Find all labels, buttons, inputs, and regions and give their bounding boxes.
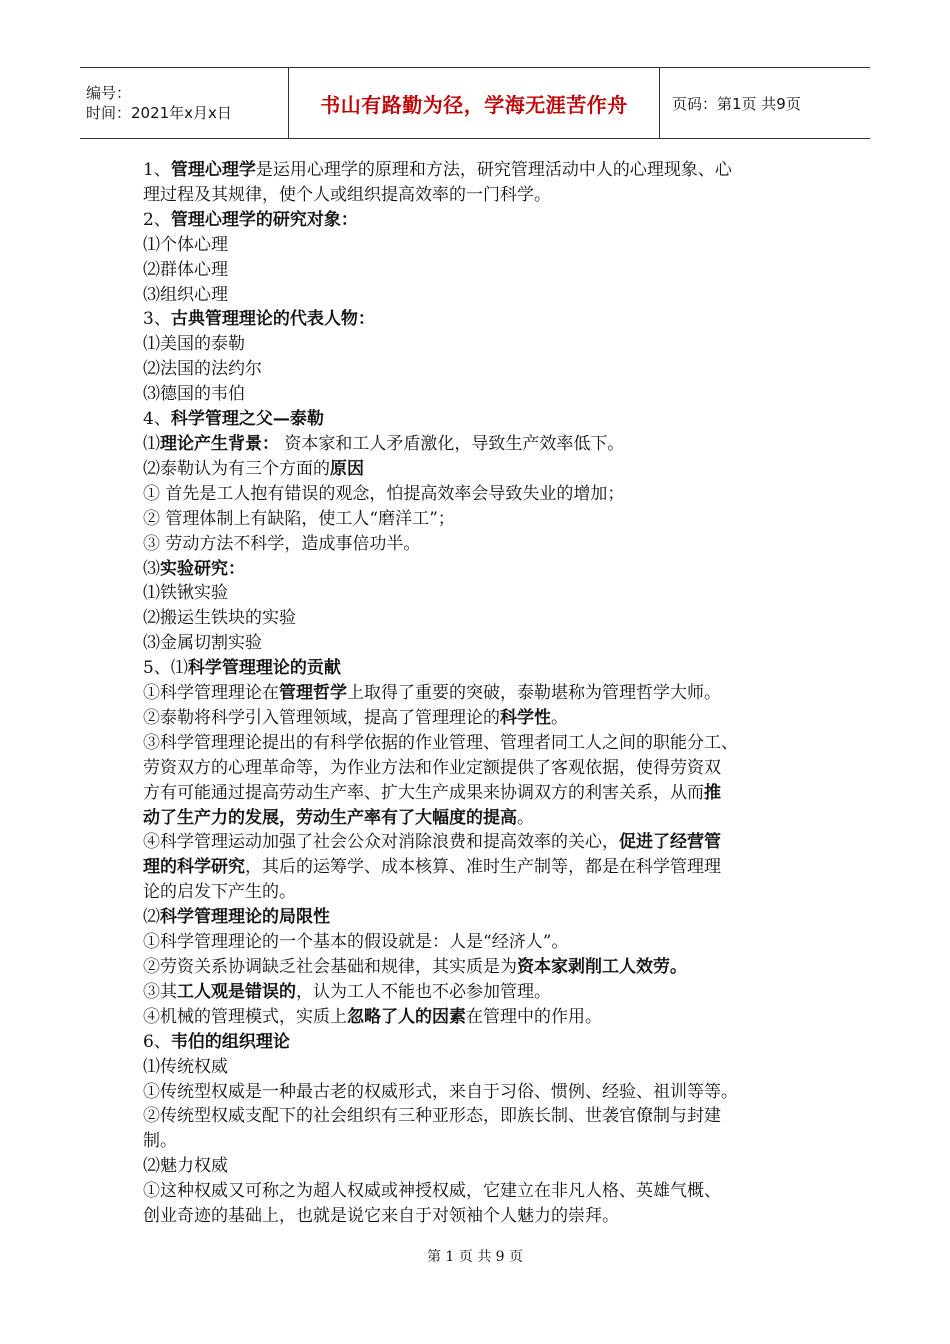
bold-text: 理的科学研究 [143,857,245,878]
text-run: ③科学管理理论提出的有科学依据的作业管理、管理者同工人之间的职能分工、 [143,732,738,753]
text-line [143,382,823,407]
text-line [143,407,823,432]
document-body [143,158,823,1229]
text-run: 资本家和工人矛盾激化，导致生产效率低下。 [279,433,625,454]
text-run: 制。 [143,1131,177,1152]
text-line [143,1005,823,1030]
text-run: ⑵魅力权威 [143,1156,228,1177]
text-run: 上取得了重要的突破，泰勒堪称为管理哲学大师。 [347,683,721,704]
text-run: ① 首先是工人抱有错误的观念，怕提高效率会导致失业的增加； [143,483,625,504]
text-run: ⑴传统权威 [143,1056,228,1077]
text-line [143,457,823,482]
text-run: 3、 [143,309,171,330]
text-run: 6、 [143,1031,171,1052]
bold-text: 促进了经营管 [619,832,721,853]
text-run: ⑵群体心理 [143,259,228,280]
bold-text: 管理心理学的研究对象： [170,209,358,230]
text-line [143,930,823,955]
text-run: 在管理中的作用。 [466,1006,602,1027]
text-line [143,581,823,606]
text-line [143,482,823,507]
bold-text: 理论产生背景： [160,433,279,454]
text-run: ⑵ [143,907,160,928]
text-line [143,432,823,457]
text-run: ①传统型权威是一种最古老的权威形式，来自于习俗、惯例、经验、祖训等等。 [143,1081,738,1102]
text-line [143,706,823,731]
bold-text: 管理哲学 [279,683,347,704]
text-line [143,208,823,233]
text-line [143,283,823,308]
text-line [143,905,823,930]
text-line [143,880,823,905]
text-run: ⑵搬运生铁块的实验 [143,608,296,629]
text-run: ④科学管理运动加强了社会公众对消除浪费和提高效率的关心， [143,832,619,853]
text-line [143,855,823,880]
document-number-label: 编号： [86,84,132,102]
text-run: ② 管理体制上有缺陷，使工人“磨洋工”； [143,508,455,529]
text-run: ⑶ [143,558,160,579]
text-run: ⑴美国的泰勒 [143,334,245,355]
text-run: ①科学管理理论在 [143,683,279,704]
bold-text: 科学管理之父—泰勒 [170,409,324,430]
text-run: ②传统型权威支配下的社会组织有三种亚形态，即族长制、世袭官僚制与封建 [143,1106,721,1127]
header-meta [80,68,289,138]
text-line [143,681,823,706]
text-run: ③其 [143,981,177,1002]
text-line [143,357,823,382]
text-run: 5、⑴ [143,658,188,679]
text-run: 是运用心理学的原理和方法，研究管理活动中人的心理现象、心 [255,160,732,180]
header-motto-cell [289,68,660,138]
header-page-info: 页码：第1页 共9页 [672,94,801,113]
text-run: ⑶组织心理 [143,284,228,305]
text-run: ①科学管理理论的一个基本的假设就是：人是“经济人”。 [143,932,569,953]
text-run: 方有可能通过提高劳动生产率、扩大生产成果来协调双方的利害关系，从而 [143,782,704,803]
text-run: 理过程及其规律，使个人或组织提高效率的一门科学。 [143,184,551,205]
bold-text: 推 [704,782,721,803]
text-run: 2、 [143,209,171,230]
document-time-label: 时间：2021年x月x日 [86,104,232,122]
text-run: ⑴ [143,433,160,454]
text-run: ，认为工人不能也不必参加管理。 [296,981,551,1002]
text-line [143,1129,823,1154]
page-header [80,67,870,139]
bold-text: 原因 [330,458,364,479]
text-line [143,1204,823,1229]
bold-text: 古典管理理论的代表人物： [170,309,375,330]
text-run: ④机械的管理模式，实质上 [143,1006,347,1027]
text-line [143,507,823,532]
text-line [143,781,823,806]
bold-text: 忽略了人的因素 [347,1006,466,1027]
text-line [143,1055,823,1080]
text-run: ②劳资关系协调缺乏社会基础和规律，其实质是为 [143,957,517,977]
header-motto: 书山有路勤为径，学海无涯苦作舟 [320,92,628,117]
text-run: ③ 劳动方法不科学，造成事倍功半。 [143,533,421,554]
text-run: 1、 [143,160,171,180]
text-line [143,980,823,1005]
text-line [143,606,823,631]
text-line [143,557,823,582]
text-run: 4、 [143,409,171,430]
text-line [143,756,823,781]
text-run: ①这种权威又可称之为超人权威或神授权威，它建立在非凡人格、英雄气概、 [143,1181,721,1202]
bold-text: 工人观是错误的 [177,981,296,1002]
bold-text: 实验研究： [160,558,245,579]
bold-text: 科学性 [500,707,551,728]
text-run: 。 [517,807,534,828]
text-run: ⑵法国的法约尔 [143,359,262,380]
text-line [143,1104,823,1129]
text-run: ⑴个体心理 [143,234,228,255]
text-line [143,656,823,681]
text-run: 创业奇迹的基础上，也就是说它来自于对领袖个人魅力的崇拜。 [143,1206,619,1227]
text-line [143,183,823,208]
text-run: ⑶金属切割实验 [143,633,262,654]
text-run: ，其后的运筹学、成本核算、准时生产制等，都是在科学管理理 [245,857,721,878]
text-line [143,1030,823,1055]
text-run: ⑵泰勒认为有三个方面的 [143,458,330,479]
text-line [143,631,823,656]
bold-text: 科学管理理论的贡献 [187,658,341,679]
text-run: ②泰勒将科学引入管理领域，提高了管理理论的 [143,707,500,728]
text-line [143,1154,823,1179]
text-line [143,332,823,357]
bold-text: 科学管理理论的局限性 [160,907,330,928]
text-line [143,1179,823,1204]
text-line [143,955,823,980]
text-run: 劳资双方的心理革命等，为作业方法和作业定额提供了客观依据，使得劳资双 [143,757,721,778]
bold-text: 管理心理学 [170,160,256,180]
bold-text: 动了生产力的发展，劳动生产率有了大幅度的提高 [143,807,517,828]
header-page-cell [660,68,870,138]
text-run: 论的启发下产生的。 [143,882,296,903]
text-run: ⑶德国的韦伯 [143,384,245,405]
text-line [143,830,823,855]
bold-text: 韦伯的组织理论 [170,1031,290,1052]
text-line [143,532,823,557]
text-run: ⑴铁锹实验 [143,583,228,604]
text-line [143,731,823,756]
text-line [143,158,823,183]
text-line [143,1080,823,1105]
text-line [143,233,823,258]
text-line [143,258,823,283]
text-run: 。 [551,707,568,728]
bold-text: 资本家剥削工人效劳。 [517,957,687,977]
text-line [143,307,823,332]
page-footer: 第 1 页 共 9 页 [426,1249,524,1265]
text-line [143,806,823,831]
